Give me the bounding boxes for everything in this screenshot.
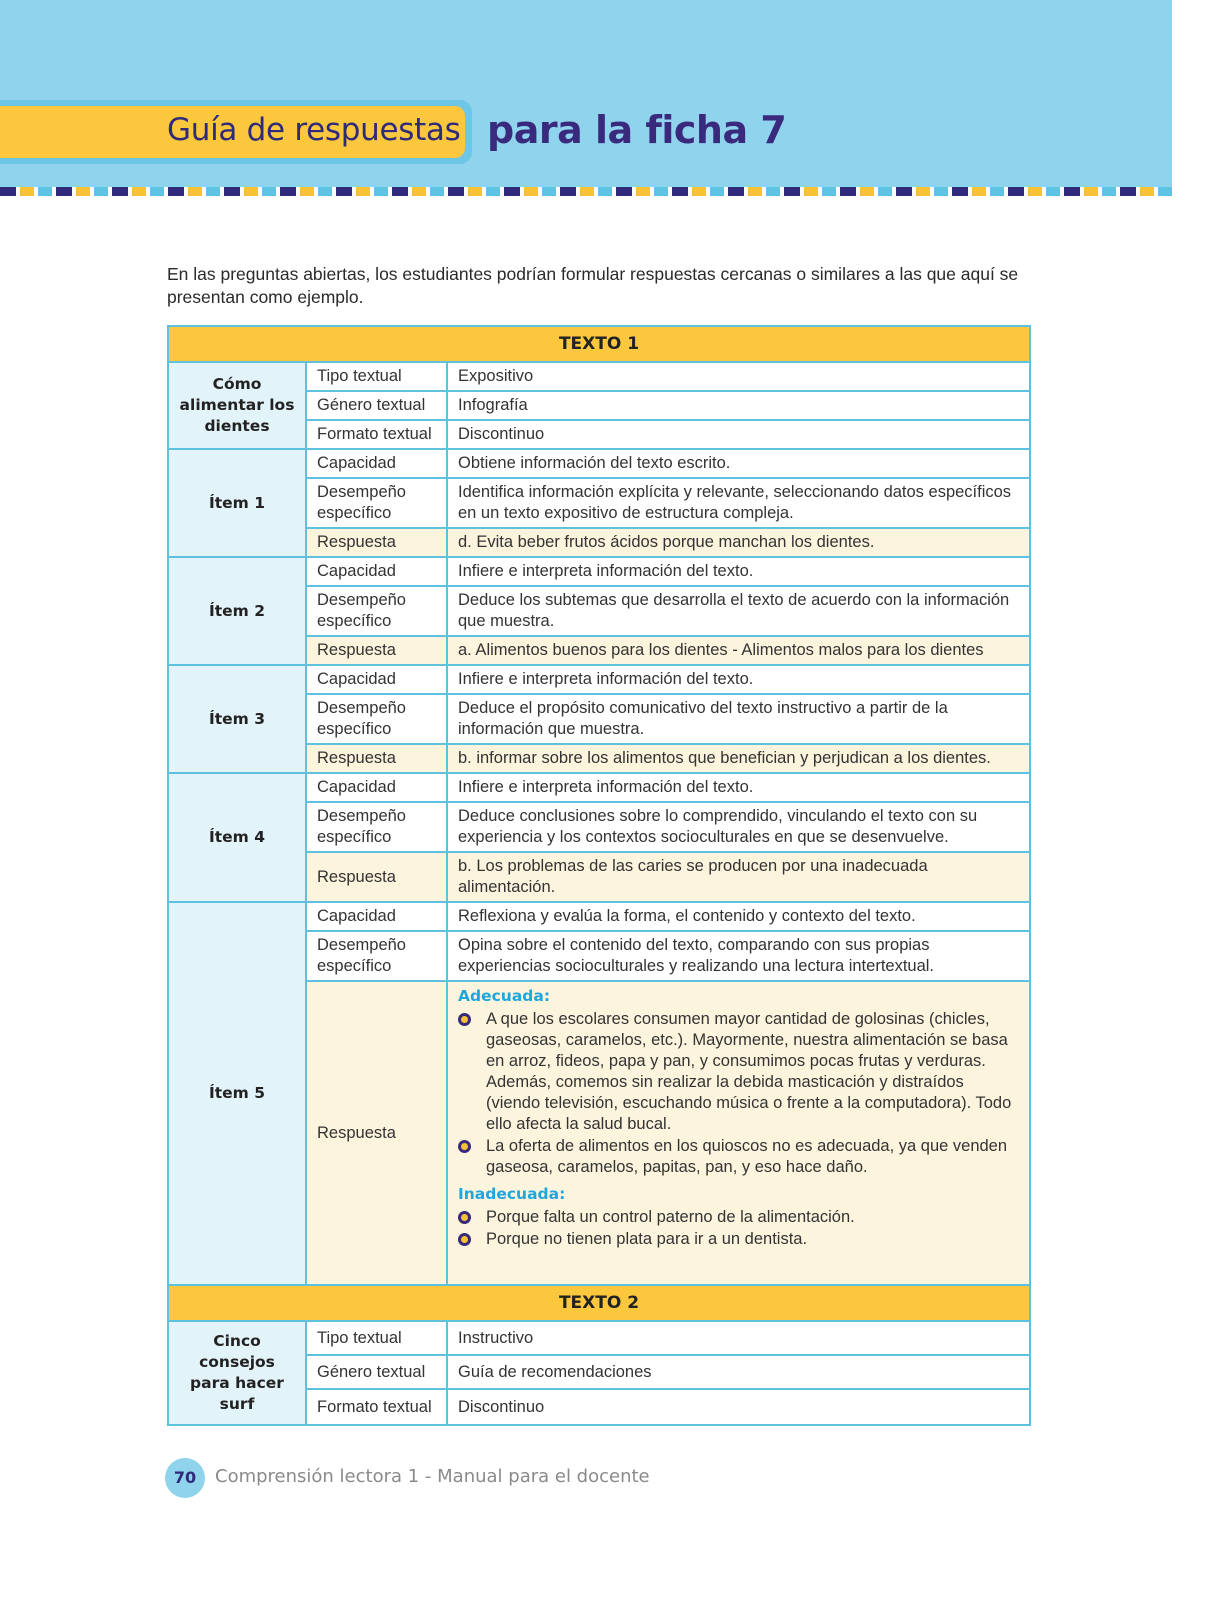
- row-value: Reflexiona y evalúa la forma, el contenido y contexto del texto.: [447, 902, 1030, 931]
- list-item: [458, 1136, 1019, 1178]
- item-label: Ítem 3: [168, 665, 306, 773]
- row-key: Desempeño específico: [306, 478, 447, 528]
- texto2-heading: TEXTO 2: [168, 1285, 1030, 1321]
- list-item: [458, 1009, 1019, 1135]
- table-row: [168, 1321, 1030, 1355]
- bullet-icon: [458, 1140, 471, 1153]
- row-value: Infiere e interpreta información del texto.: [447, 557, 1030, 586]
- row-key: Capacidad: [306, 902, 447, 931]
- row-key: Desempeño específico: [306, 931, 447, 981]
- tab-title: Guía de respuestas: [167, 112, 461, 148]
- list-item-text: A que los escolares consumen mayor cantidad de golosinas (chicles, gaseosas, caramelos, etc.). Mayormente, nuestra alimentación se basa en arroz, fideos, papa y pan, y consumimos pocas frutas y verduras. Además, comemos sin realizar la debida masticación y distraídos (viendo televisión, escuchando música o frente a la computadora). Todo ello afecta la salud bucal.: [486, 1010, 1012, 1133]
- row-key: Capacidad: [306, 449, 447, 478]
- bullet-icon: [458, 1013, 471, 1026]
- row-key: Desempeño específico: [306, 694, 447, 744]
- inadecuada-list: [458, 1207, 1019, 1250]
- row-key: Respuesta: [306, 981, 447, 1285]
- row-key: Desempeño específico: [306, 586, 447, 636]
- adecuada-label: Adecuada:: [458, 987, 551, 1005]
- row-value: Infiere e interpreta información del texto.: [447, 665, 1030, 694]
- row-value: Discontinuo: [447, 420, 1030, 449]
- row-value: Instructivo: [447, 1321, 1030, 1355]
- list-item-text: Porque no tienen plata para ir a un dentista.: [486, 1230, 808, 1248]
- row-value: d. Evita beber frutos ácidos porque manchan los dientes.: [447, 528, 1030, 557]
- texto1-heading-row: [168, 326, 1030, 362]
- row-value: Deduce los subtemas que desarrolla el texto de acuerdo con la información que muestra.: [447, 586, 1030, 636]
- item5-answer: [447, 981, 1030, 1285]
- list-item: [458, 1229, 1019, 1250]
- row-value: Expositivo: [447, 362, 1030, 391]
- adecuada-list: [458, 1009, 1019, 1178]
- page-number: 70: [165, 1458, 205, 1498]
- row-key: Capacidad: [306, 665, 447, 694]
- intro-paragraph: En las preguntas abiertas, los estudiantes podrían formular respuestas cercanas o similares a las que aquí se presentan como ejemplo.: [167, 264, 1019, 307]
- header-stripe: [0, 187, 1172, 196]
- row-value: Infiere e interpreta información del texto.: [447, 773, 1030, 802]
- item-label: Ítem 1: [168, 449, 306, 557]
- row-key: Capacidad: [306, 773, 447, 802]
- row-key: Tipo textual: [306, 362, 447, 391]
- row-value: Opina sobre el contenido del texto, comparando con sus propias experiencias socioculturales y realizando una lectura intertextual.: [447, 931, 1030, 981]
- texto1-title: Cómo alimentar los dientes: [168, 362, 306, 449]
- list-item-text: La oferta de alimentos en los quioscos no es adecuada, ya que venden gaseosa, caramelos, papitas, pan, y eso hace daño.: [486, 1137, 1008, 1176]
- row-key: Respuesta: [306, 744, 447, 773]
- row-value: Infografía: [447, 391, 1030, 420]
- row-value: Identifica información explícita y relevante, seleccionando datos específicos en un texto expositivo de estructura compleja.: [447, 478, 1030, 528]
- header-band: [0, 0, 1172, 196]
- row-value: Obtiene información del texto escrito.: [447, 449, 1030, 478]
- row-value: b. informar sobre los alimentos que benefician y perjudican a los dientes.: [447, 744, 1030, 773]
- texto2-heading-row: [168, 1285, 1030, 1321]
- row-key: Formato textual: [306, 420, 447, 449]
- page-title: para la ficha 7: [487, 108, 787, 152]
- item-label: Ítem 5: [168, 902, 306, 1285]
- table-row: [168, 557, 1030, 586]
- row-key: Tipo textual: [306, 1321, 447, 1355]
- inadecuada-label: Inadecuada:: [458, 1185, 566, 1203]
- table-row: [168, 665, 1030, 694]
- bullet-icon: [458, 1211, 471, 1224]
- row-key: Desempeño específico: [306, 802, 447, 852]
- item-label: Ítem 2: [168, 557, 306, 665]
- row-key: Formato textual: [306, 1389, 447, 1425]
- row-key: Respuesta: [306, 636, 447, 665]
- item-label: Ítem 4: [168, 773, 306, 902]
- row-value: b. Los problemas de las caries se producen por una inadecuada alimentación.: [447, 852, 1030, 902]
- row-key: Respuesta: [306, 852, 447, 902]
- row-value: Guía de recomendaciones: [447, 1355, 1030, 1389]
- answer-table: [167, 325, 1031, 1426]
- texto1-heading: TEXTO 1: [168, 326, 1030, 362]
- texto2-title: Cinco consejos para hacer surf: [168, 1321, 306, 1425]
- bullet-icon: [458, 1233, 471, 1246]
- table-row: [168, 902, 1030, 931]
- table-row: [168, 362, 1030, 391]
- row-value: Discontinuo: [447, 1389, 1030, 1425]
- footer-text: Comprensión lectora 1 - Manual para el docente: [215, 1466, 650, 1487]
- row-value: a. Alimentos buenos para los dientes - Alimentos malos para los dientes: [447, 636, 1030, 665]
- row-key: Género textual: [306, 391, 447, 420]
- table-row: [168, 449, 1030, 478]
- row-key: Género textual: [306, 1355, 447, 1389]
- row-value: Deduce el propósito comunicativo del texto instructivo a partir de la información que muestra.: [447, 694, 1030, 744]
- row-value: Deduce conclusiones sobre lo comprendido, vinculando el texto con su experiencia y los contextos socioculturales en que se desenvuelve.: [447, 802, 1030, 852]
- row-key: Capacidad: [306, 557, 447, 586]
- list-item-text: Porque falta un control paterno de la alimentación.: [486, 1208, 855, 1226]
- row-key: Respuesta: [306, 528, 447, 557]
- list-item: [458, 1207, 1019, 1228]
- table-row: [168, 773, 1030, 802]
